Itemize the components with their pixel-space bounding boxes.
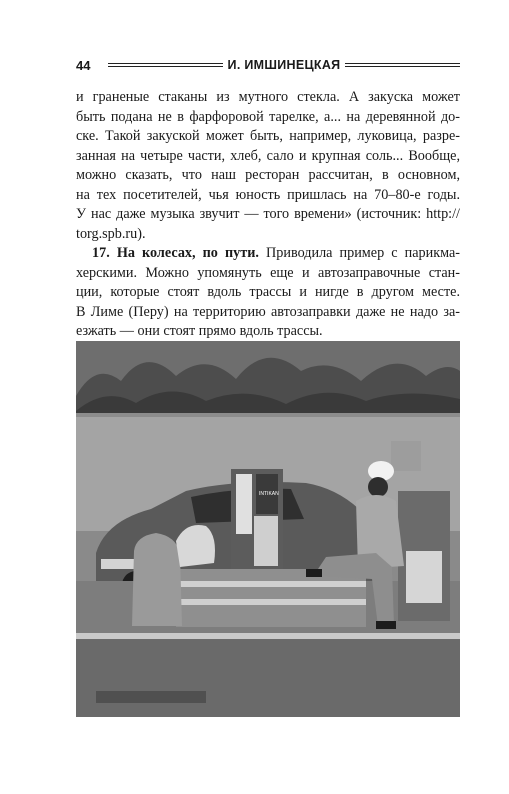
text-line: У нас даже музыка звучит — того времени» (источник: http:// [76, 206, 460, 222]
text-line: езжать — они стоят прямо вдоль трассы. [76, 323, 323, 339]
photo-illustration [76, 341, 460, 717]
text-line: на тех посетителей, чья юность пришлась на 70–80-е годы. [76, 186, 460, 203]
street-photo [76, 341, 460, 717]
page-number: 44 [76, 57, 91, 73]
running-head: И. ИМШИНЕЦКАЯ [227, 58, 341, 72]
page-header [76, 56, 460, 74]
text-line: В Лиме (Перу) на территорию автозаправки даже не надо за- [76, 303, 460, 320]
header-rule-right [345, 63, 460, 67]
text-line: херскими. Можно упомянуть еще и автозаправочные стан- [76, 264, 460, 281]
text-line: ции, которые стоят вдоль трассы и нигде в другом месте. [76, 284, 460, 300]
text-line: быть подана не в фарфоровой тарелке, а... на деревянной до- [76, 108, 460, 125]
text-line: и граненые стаканы из мутного стекла. А закуска может [76, 89, 460, 105]
paragraph-first-line [76, 244, 460, 264]
section-heading: 17. На колесах, по пути. [92, 245, 259, 261]
text-line: можно сказать, что наш ресторан рассчитан, в основном, [76, 167, 460, 183]
body-text [76, 88, 460, 342]
pump-sign-text: INTIKAN [259, 491, 279, 497]
text-line: torg.spb.ru). [76, 225, 146, 242]
header-rule-left [108, 63, 223, 67]
text-line: занная на четыре части, хлеб, сало и крупная соль... Вообще, [76, 147, 460, 164]
text-fragment: Приводила пример с парикма- [258, 245, 460, 261]
text-line: ске. Такой закуской может быть, например, луковица, разре- [76, 128, 460, 144]
